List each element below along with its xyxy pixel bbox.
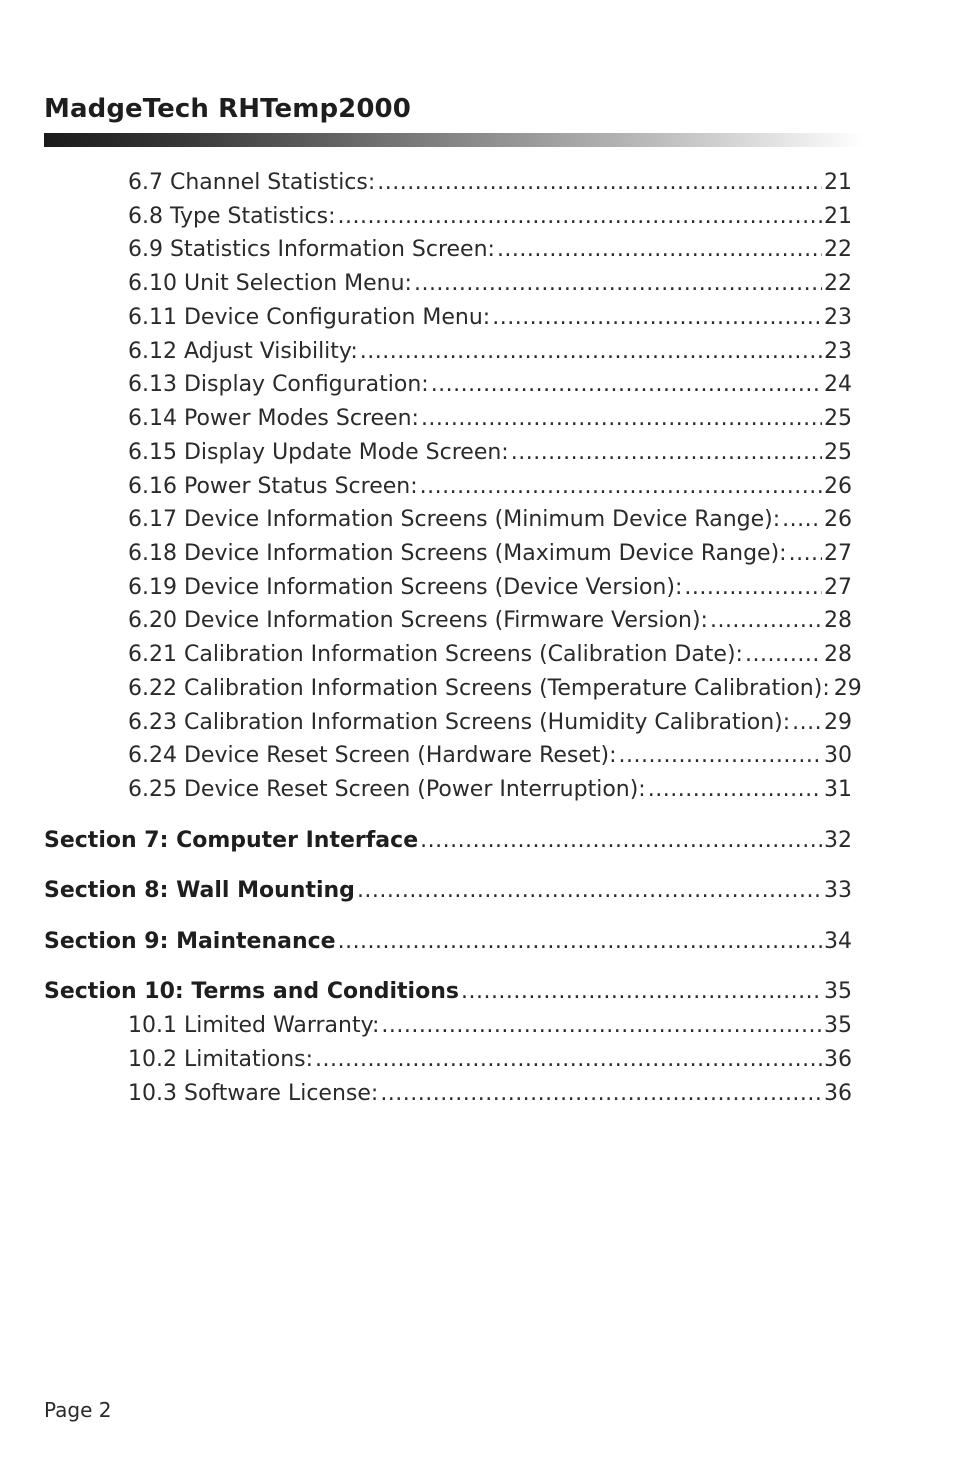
toc-entry[interactable] <box>128 370 852 400</box>
toc-dot-leader <box>684 573 822 603</box>
toc-entry-label: 6.15 Display Update Mode Screen: <box>128 440 509 465</box>
toc-dot-leader <box>710 606 822 636</box>
toc-entry-page: 24 <box>824 372 852 397</box>
toc-dot-leader <box>745 640 822 670</box>
toc-entry-page: 30 <box>824 743 852 768</box>
toc-entry-page: 33 <box>824 878 852 903</box>
toc-entry-page: 25 <box>824 440 852 465</box>
toc-dot-leader <box>492 303 822 333</box>
toc-entry-page: 27 <box>824 575 852 600</box>
toc-entry[interactable] <box>128 741 852 771</box>
toc-entry-page: 34 <box>824 929 852 954</box>
toc-entry[interactable] <box>128 674 862 704</box>
toc-entry-label: 6.13 Display Configuration: <box>128 372 429 397</box>
toc-entry[interactable] <box>128 472 852 502</box>
toc-dot-leader <box>360 337 822 367</box>
toc-entry-page: 22 <box>824 271 852 296</box>
toc-dot-leader <box>315 1045 822 1075</box>
toc-entry-page: 21 <box>824 204 852 229</box>
toc-entry-label: 6.7 Channel Statistics: <box>128 170 376 195</box>
toc-entry-label: 6.16 Power Status Screen: <box>128 474 418 499</box>
toc-entry[interactable] <box>128 505 852 535</box>
toc-entry[interactable] <box>128 539 852 569</box>
toc-entry[interactable] <box>128 1011 852 1041</box>
toc-entry-label: 6.11 Device Configuration Menu: <box>128 305 491 330</box>
toc-dot-leader <box>792 708 822 738</box>
toc-section-entry[interactable] <box>44 876 852 906</box>
toc-entry[interactable] <box>128 775 852 805</box>
toc-entry-page: 23 <box>824 305 852 330</box>
toc-entry-label: 6.18 Device Information Screens (Maximum Device Range): <box>128 541 787 566</box>
toc-entry[interactable] <box>128 235 852 265</box>
toc-dot-leader <box>421 404 822 434</box>
toc-entry[interactable] <box>128 168 852 198</box>
toc-entry-page: 29 <box>833 676 862 701</box>
toc-entry-label: 6.8 Type Statistics: <box>128 204 336 229</box>
toc-dot-leader <box>420 826 822 856</box>
toc-entry-label: Section 7: Computer Interface <box>44 828 419 853</box>
toc-entry-page: 31 <box>824 777 852 802</box>
toc-entry-label: 6.21 Calibration Information Screens (Calibration Date): <box>128 642 743 667</box>
toc-entry[interactable] <box>128 269 852 299</box>
toc-entry-page: 32 <box>824 828 852 853</box>
toc-entry-label: 6.24 Device Reset Screen (Hardware Reset): <box>128 743 617 768</box>
toc-dot-leader <box>782 505 822 535</box>
toc-entry-page: 26 <box>824 474 852 499</box>
toc-dot-leader <box>497 235 822 265</box>
toc-entry-page: 29 <box>824 710 852 735</box>
toc-entry[interactable] <box>128 438 852 468</box>
toc-entry-page: 26 <box>824 507 852 532</box>
toc-entry[interactable] <box>128 708 852 738</box>
toc-dot-leader <box>338 202 823 232</box>
toc-dot-leader <box>414 269 822 299</box>
toc-dot-leader <box>789 539 822 569</box>
toc-entry[interactable] <box>128 640 852 670</box>
toc-dot-leader <box>420 472 822 502</box>
toc-entry-label: 6.14 Power Modes Screen: <box>128 406 419 431</box>
toc-entry-label: 10.1 Limited Warranty: <box>128 1013 380 1038</box>
toc-dot-leader <box>511 438 822 468</box>
toc-entry[interactable] <box>128 1079 852 1109</box>
toc-entry-label: Section 8: Wall Mounting <box>44 878 355 903</box>
toc-entry-label: 6.12 Adjust Visibility: <box>128 339 358 364</box>
toc-entry-page: 35 <box>824 979 852 1004</box>
toc-entry-page: 22 <box>824 237 852 262</box>
toc-section-entry[interactable] <box>44 977 852 1007</box>
toc-dot-leader <box>381 1011 822 1041</box>
toc-entry[interactable] <box>128 337 852 367</box>
toc-dot-leader <box>648 775 822 805</box>
toc-dot-leader <box>377 168 822 198</box>
toc-section-entry[interactable] <box>44 826 852 856</box>
toc-entry-label: 6.17 Device Information Screens (Minimum Device Range): <box>128 507 781 532</box>
toc-entry[interactable] <box>128 404 852 434</box>
toc-entry[interactable] <box>128 1045 852 1075</box>
toc-entry-page: 28 <box>824 642 852 667</box>
toc-entry-page: 23 <box>824 339 852 364</box>
toc-entry-label: 10.3 Software License: <box>128 1081 379 1106</box>
toc-entry-label: 6.23 Calibration Information Screens (Humidity Calibration): <box>128 710 791 735</box>
toc-section-entry[interactable] <box>44 927 852 957</box>
header-gradient-bar <box>44 133 864 147</box>
toc-entry-label: 6.10 Unit Selection Menu: <box>128 271 412 296</box>
toc-entry-label: 6.9 Statistics Information Screen: <box>128 237 495 262</box>
toc-entry[interactable] <box>128 573 852 603</box>
toc-dot-leader <box>619 741 822 771</box>
toc-entry-label: 10.2 Limitations: <box>128 1047 314 1072</box>
toc-dot-leader <box>338 927 822 957</box>
toc-dot-leader <box>461 977 822 1007</box>
toc-entry[interactable] <box>128 303 852 333</box>
toc-entry[interactable] <box>128 606 852 636</box>
toc-entry-page: 27 <box>824 541 852 566</box>
toc-entry[interactable] <box>128 202 852 232</box>
toc-entry-page: 28 <box>824 608 852 633</box>
toc-entry-page: 36 <box>824 1081 852 1106</box>
toc-dot-leader <box>357 876 822 906</box>
toc-entry-label: 6.25 Device Reset Screen (Power Interruption): <box>128 777 646 802</box>
toc-entry-page: 36 <box>824 1047 852 1072</box>
toc-entry-label: 6.19 Device Information Screens (Device Version): <box>128 575 683 600</box>
toc-dot-leader <box>380 1079 822 1109</box>
page-number: Page 2 <box>44 1398 112 1422</box>
toc-entry-page: 21 <box>824 170 852 195</box>
toc-entry-page: 35 <box>824 1013 852 1038</box>
toc-entry-label: Section 10: Terms and Conditions <box>44 979 459 1004</box>
toc-entry-label: 6.20 Device Information Screens (Firmware Version): <box>128 608 708 633</box>
toc-entry-page: 25 <box>824 406 852 431</box>
toc-entry-label: Section 9: Maintenance <box>44 929 336 954</box>
toc-entry-label: 6.22 Calibration Information Screens (Temperature Calibration): <box>128 676 830 701</box>
page-header-title: MadgeTech RHTemp2000 <box>44 94 411 124</box>
toc-dot-leader <box>431 370 822 400</box>
